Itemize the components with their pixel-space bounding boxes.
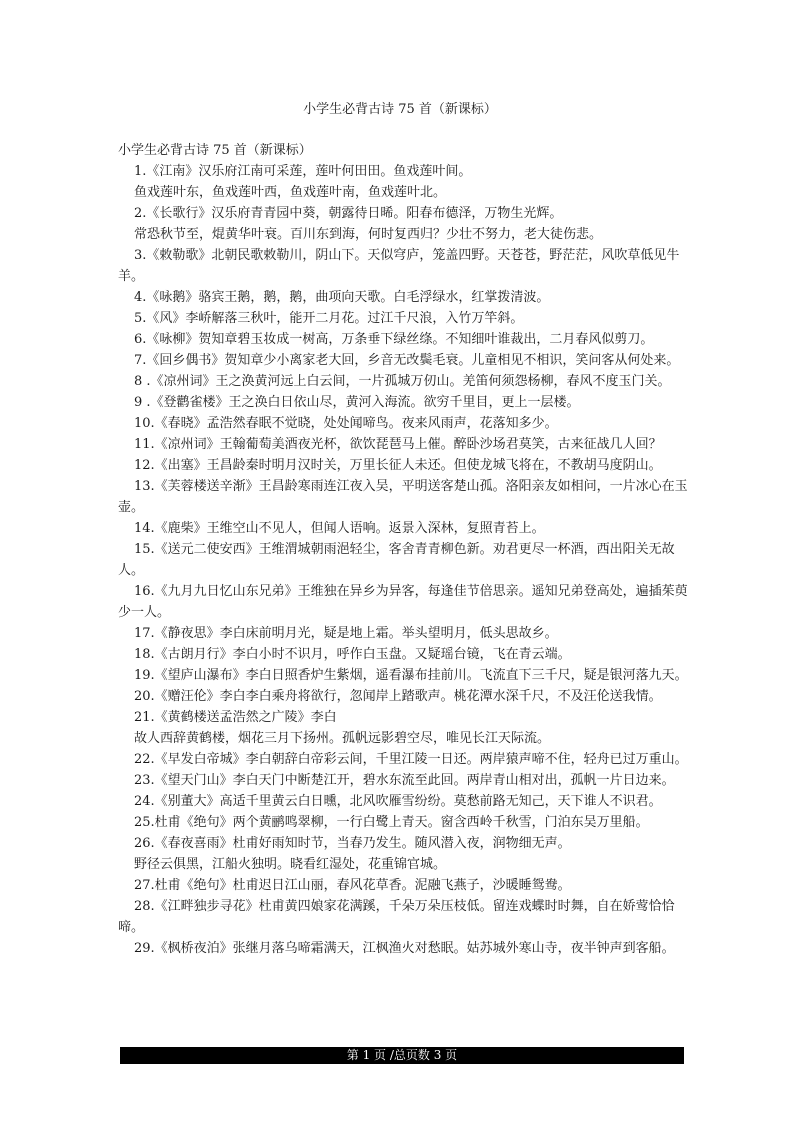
document-title: 小学生必背古诗 75 首（新课标）	[303, 102, 497, 117]
poem-line: 8 .《凉州词》王之涣黄河远上白云间，一片孤城万仞山。羌笛何须怨杨柳，春风不度玉门关。	[134, 374, 671, 389]
poem-line: 19.《望庐山瀑布》李白日照香炉生紫烟，遥看瀑布挂前川。飞流直下三千尺，疑是银河落九天。	[134, 668, 688, 683]
poem-line: 鱼戏莲叶东，鱼戏莲叶西，鱼戏莲叶南，鱼戏莲叶北。	[134, 185, 447, 200]
section-heading: 小学生必背古诗 75 首（新课标）	[118, 143, 312, 158]
poem-line: 28.《江畔独步寻花》杜甫黄四娘家花满蹊，千朵万朵压枝低。留连戏蝶时时舞，自在娇莺恰恰啼。	[118, 899, 675, 935]
poem-line: 3.《敕勒歌》北朝民歌敕勒川，阴山下。天似穹庐，笼盖四野。天苍苍，野茫茫，风吹草低见牛羊。	[118, 248, 680, 284]
poem-line: 12.《出塞》王昌龄秦时明月汉时关，万里长征人未还。但使龙城飞将在，不教胡马度阴山。	[134, 458, 662, 473]
poem-line: 17.《静夜思》李白床前明月光，疑是地上霜。举头望明月，低头思故乡。	[134, 626, 558, 641]
poem-line: 2.《长歌行》汉乐府青青园中葵，朝露待日晞。阳春布德泽，万物生光辉。	[134, 206, 563, 221]
poem-line: 25.杜甫《绝句》两个黄鹂鸣翠柳，一行白鹭上青天。窗含西岭千秋雪，门泊东吴万里船。	[134, 815, 649, 830]
poem-line: 18.《古朗月行》李白小时不识月，呼作白玉盘。又疑瑶台镜，飞在青云端。	[134, 647, 571, 662]
poem-line: 常恐秋节至，焜黄华叶衰。百川东到海，何时复西归？少壮不努力，老大徒伤悲。	[134, 227, 603, 242]
poem-line: 11.《凉州词》王翰葡萄美酒夜光杯，欲饮琵琶马上催。醉卧沙场君莫笑，古来征战几人回？	[134, 437, 662, 452]
poem-line: 27.杜甫《绝句》杜甫迟日江山丽，春风花草香。泥融飞燕子，沙暖睡鸳鸯。	[134, 878, 571, 893]
poem-line: 5.《风》李峤解落三秋叶，能开二月花。过江千尺浪，入竹万竿斜。	[134, 311, 524, 326]
page-footer: 第 1 页 /总页数 3 页	[120, 1047, 684, 1064]
poem-line: 13.《芙蓉楼送辛渐》王昌龄寒雨连江夜入吴，平明送客楚山孤。洛阳亲友如相问，一片冰心在玉壶。	[118, 479, 688, 515]
poem-line: 16.《九月九日忆山东兄弟》王维独在异乡为异客，每逢佳节倍思亲。遥知兄弟登高处，遍插茱萸少一人。	[118, 584, 688, 620]
poem-line: 29.《枫桥夜泊》张继月落乌啼霜满天，江枫渔火对愁眠。姑苏城外寒山寺，夜半钟声到客船。	[134, 941, 675, 956]
poem-line: 20.《赠汪伦》李白李白乘舟将欲行，忽闻岸上踏歌声。桃花潭水深千尺，不及汪伦送我情。	[134, 689, 662, 704]
poem-line: 9 .《登鹳雀楼》王之涣白日依山尽，黄河入海流。欲穷千里目，更上一层楼。	[134, 395, 580, 410]
poem-line: 14.《鹿柴》王维空山不见人，但闻人语响。返景入深林，复照青苔上。	[134, 521, 545, 536]
poem-line: 1.《江南》汉乐府江南可采莲，莲叶何田田。鱼戏莲叶间。	[134, 164, 472, 179]
poem-list	[118, 140, 696, 959]
poem-line: 4.《咏鹅》骆宾王鹅，鹅，鹅，曲项向天歌。白毛浮绿水，红掌拨清波。	[134, 290, 550, 305]
poem-line: 22.《早发白帝城》李白朝辞白帝彩云间，千里江陵一日还。两岸猿声啼不住，轻舟已过万重山。	[134, 752, 688, 767]
poem-line: 26.《春夜喜雨》杜甫好雨知时节，当春乃发生。随风潜入夜，润物细无声。	[134, 836, 571, 851]
poem-line: 故人西辞黄鹤楼，烟花三月下扬州。孤帆远影碧空尽，唯见长江天际流。	[134, 731, 551, 746]
poem-line: 23.《望天门山》李白天门中断楚江开，碧水东流至此回。两岸青山相对出，孤帆一片日边来。	[134, 773, 675, 788]
poem-line: 10.《春晓》孟浩然春眠不觉晓，处处闻啼鸟。夜来风雨声，花落知多少。	[134, 416, 558, 431]
poem-line: 野径云俱黑，江船火独明。晓看红湿处，花重锦官城。	[134, 857, 447, 872]
poem-line: 21.《黄鹤楼送孟浩然之广陵》李白	[134, 710, 337, 725]
poem-line: 7.《回乡偶书》贺知章少小离家老大回，乡音无改鬓毛衰。儿童相见不相识，笑问客从何处来。	[134, 353, 680, 368]
poem-line: 15.《送元二使安西》王维渭城朝雨浥轻尘，客舍青青柳色新。劝君更尽一杯酒，西出阳关无故人。	[118, 542, 675, 578]
poem-line: 6.《咏柳》贺知章碧玉妆成一树高，万条垂下绿丝绦。不知细叶谁裁出，二月春风似剪刀。	[134, 332, 654, 347]
poem-line: 24.《别董大》高适千里黄云白日曛，北风吹雁雪纷纷。莫愁前路无知己，天下谁人不识君。	[134, 794, 662, 809]
